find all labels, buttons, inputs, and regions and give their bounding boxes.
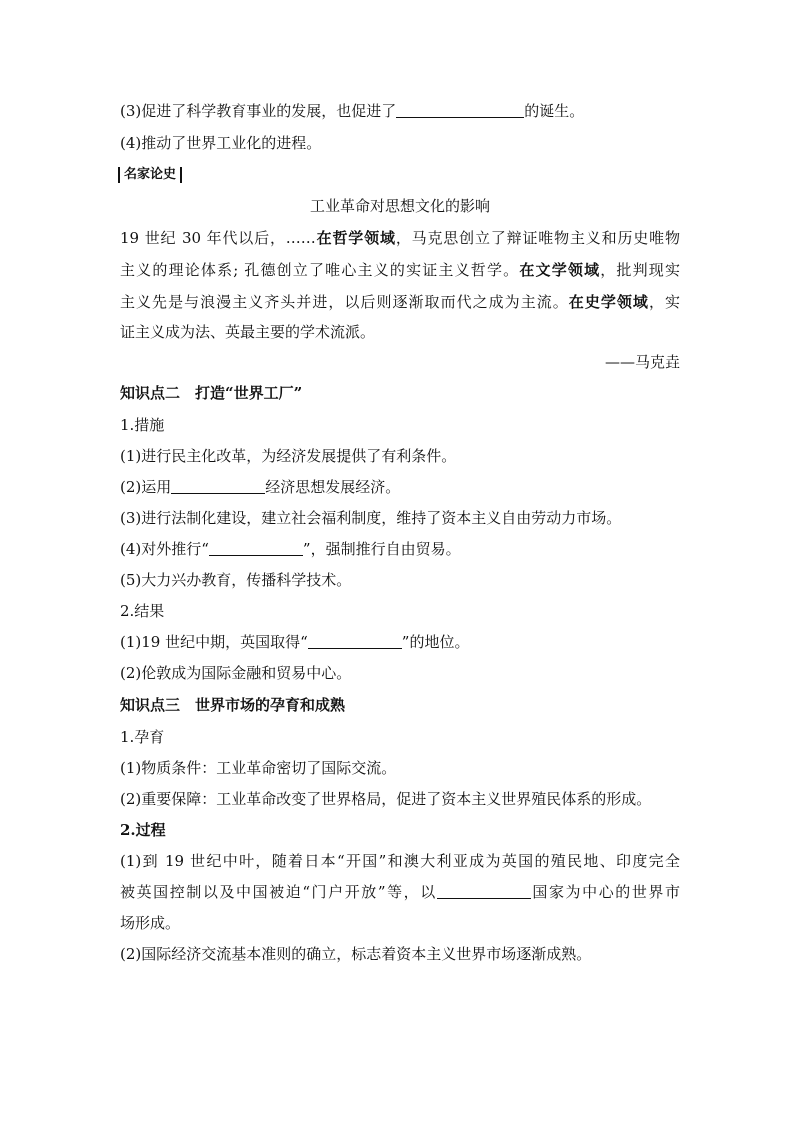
kp2-measure-4 <box>120 539 680 559</box>
quote-text: ，批判现实 <box>600 261 680 279</box>
process-1-after: 国家为中心的世界市 <box>530 883 680 901</box>
quote-emphasis: 在文学领域 <box>519 261 601 279</box>
tag-label: 名家论史 <box>124 167 177 182</box>
kp3-sub-2: 2.过程 <box>120 821 166 839</box>
quote-text: ，马克思创立了辩证唯物主义和历史唯物 <box>395 229 680 247</box>
measure-2-before: (2)运用 <box>120 478 172 496</box>
kp2-measure-2 <box>120 477 680 497</box>
kp3-sub-1: 1.孕育 <box>120 728 165 746</box>
fill-blank[interactable] <box>396 103 524 118</box>
kp2-result-2: (2)伦敦成为国际金融和贸易中心。 <box>120 664 352 682</box>
quote-title: 工业革命对思想文化的影响 <box>309 197 490 215</box>
measure-4-before: (4)对外推行“ <box>120 540 209 558</box>
kp2-measure-3: (3)进行法制化建设，建立社会福利制度，维持了资本主义自由劳动力市场。 <box>120 509 622 527</box>
kp3-process-1-line-3: 场形成。 <box>120 914 181 932</box>
kp3-item-1: (1)物质条件：工业革命密切了国际交流。 <box>120 759 397 777</box>
kp2-measure-1: (1)进行民主化改革，为经济发展提供了有利条件。 <box>120 447 457 465</box>
process-1-before: 被英国控制以及中国被迫“门户开放”等，以 <box>120 883 437 901</box>
quote-line-1 <box>120 228 680 248</box>
quote-text: 19 世纪 30 年代以后，…… <box>120 229 316 247</box>
item-3-text-before: (3)促进了科学教育事业的发展，也促进了 <box>120 102 397 120</box>
kp3-process-1-line-2 <box>120 882 680 902</box>
quote-line-2 <box>120 260 680 280</box>
quote-text: 主义的理论体系; 孔德创立了唯心主义的实证主义哲学。 <box>120 261 520 279</box>
kp2-result-1 <box>120 632 680 652</box>
fill-blank[interactable] <box>308 634 402 649</box>
quote-text: 主义先是与浪漫主义齐头并进，以后则逐渐取而代之成为主流。 <box>120 293 569 311</box>
kp3-item-2: (2)重要保障：工业革命改变了世界格局，促进了资本主义世界殖民体系的形成。 <box>120 790 652 808</box>
kp3-process-1-line-1: (1)到 19 世纪中叶，随着日本“开国”和澳大利亚成为英国的殖民地、印度完全 <box>120 852 680 870</box>
kp3-heading: 知识点三 世界市场的孕育和成熟 <box>120 696 346 714</box>
quote-line-4: 证主义成为法、英最主要的学术流派。 <box>120 323 376 341</box>
tag-right-bar <box>180 167 182 183</box>
item-3 <box>120 101 680 121</box>
quote-emphasis: 在史学领域 <box>568 293 649 311</box>
quote-emphasis: 在哲学领域 <box>315 229 396 247</box>
kp2-heading: 知识点二 打造“世界工厂” <box>120 384 303 402</box>
result-1-after: ”的地位。 <box>401 633 470 651</box>
measure-4-after: ”，强制推行自由贸易。 <box>302 540 461 558</box>
item-4: (4)推动了世界工业化的进程。 <box>120 134 322 152</box>
quote-line-3 <box>120 292 680 312</box>
kp2-measure-5: (5)大力兴办教育，传播科学技术。 <box>120 571 352 589</box>
item-3-text-after: 的诞生。 <box>524 102 585 120</box>
measure-2-after: 经济思想发展经济。 <box>265 478 401 496</box>
section-tag <box>118 165 196 185</box>
kp2-sub-2: 2.结果 <box>120 602 165 620</box>
quote-text: ，实 <box>648 293 680 311</box>
kp2-sub-1: 1.措施 <box>120 416 165 434</box>
result-1-before: (1)19 世纪中期，英国取得“ <box>120 633 308 651</box>
quote-author: ——马克垚 <box>604 353 680 371</box>
fill-blank[interactable] <box>171 479 265 494</box>
fill-blank[interactable] <box>209 541 303 556</box>
kp3-process-2: (2)国际经济交流基本准则的确立，标志着资本主义世界市场逐渐成熟。 <box>120 945 592 963</box>
fill-blank[interactable] <box>437 884 531 899</box>
